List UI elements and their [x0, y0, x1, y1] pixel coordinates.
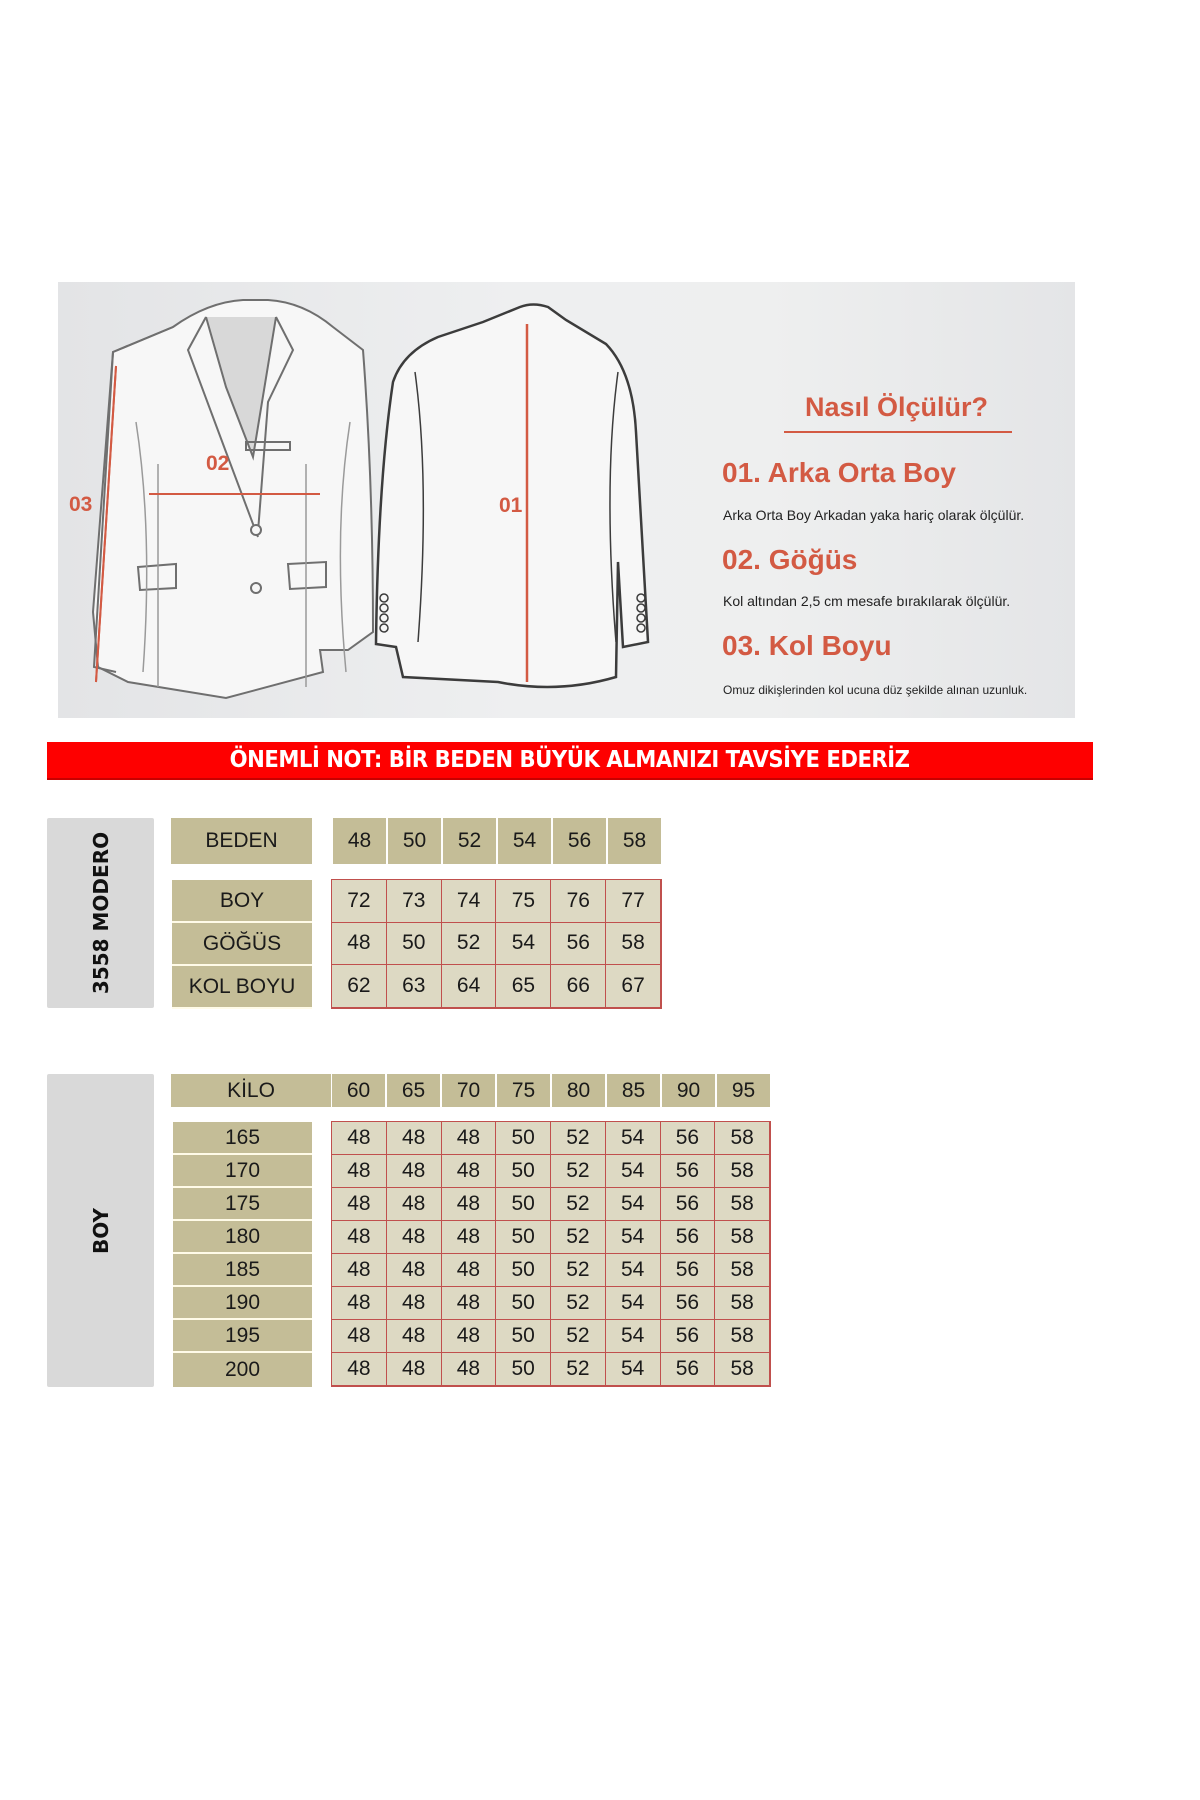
table-cell: 52	[551, 1155, 606, 1188]
table-cell: 52	[551, 1287, 606, 1320]
table-cell: 48	[387, 1188, 442, 1221]
table-cell: 48	[387, 1221, 442, 1254]
table-cell: 58	[715, 1188, 770, 1221]
table-cell: 48	[442, 1320, 497, 1353]
table-cell: 54	[606, 1287, 661, 1320]
table-cell: 48	[387, 1320, 442, 1353]
row-label-kol-boyu: KOL BOYU	[172, 966, 312, 1009]
size-header-cell: 58	[608, 818, 661, 864]
table-cell: 52	[551, 1188, 606, 1221]
front-jacket-illustration	[93, 300, 373, 698]
measurement-guide-panel	[58, 282, 1075, 718]
height-axis-label: BOY	[88, 1207, 113, 1254]
table-cell: 58	[606, 923, 661, 966]
table-cell: 48	[332, 1320, 387, 1353]
weight-header-cell: 85	[607, 1074, 660, 1107]
table-cell: 52	[551, 1221, 606, 1254]
height-row-label: 200	[173, 1353, 312, 1387]
table-cell: 48	[332, 1254, 387, 1287]
table-cell: 54	[606, 1221, 661, 1254]
table-cell: 56	[551, 923, 606, 966]
back-length-label: 01	[499, 494, 523, 517]
weight-header-cell: 80	[552, 1074, 605, 1107]
table-cell: 74	[442, 880, 497, 923]
table-cell: 48	[387, 1353, 442, 1386]
height-row-label: 190	[173, 1287, 312, 1320]
table-cell: 52	[551, 1254, 606, 1287]
table-cell: 50	[496, 1122, 551, 1155]
table-cell: 48	[442, 1353, 497, 1386]
table-cell: 76	[551, 880, 606, 923]
weight-header-cell: 60	[332, 1074, 385, 1107]
step-2-title: 02. Göğüs	[722, 544, 858, 575]
table-cell: 54	[606, 1353, 661, 1386]
table-cell: 48	[387, 1155, 442, 1188]
height-row-label: 175	[173, 1188, 312, 1221]
table-cell: 48	[442, 1155, 497, 1188]
table-cell: 56	[661, 1221, 716, 1254]
table-cell: 64	[442, 965, 497, 1008]
table-cell: 54	[606, 1254, 661, 1287]
table-cell: 50	[496, 1320, 551, 1353]
table-cell: 50	[496, 1188, 551, 1221]
row-label-gogus: GÖĞÜS	[172, 923, 312, 966]
title-underline	[784, 431, 1012, 433]
table-cell: 54	[606, 1188, 661, 1221]
table-cell: 58	[715, 1254, 770, 1287]
important-note-text: ÖNEMLİ NOT: BİR BEDEN BÜYÜK ALMANIZI TAVSİYE EDERİZ	[229, 747, 910, 773]
table-cell: 66	[551, 965, 606, 1008]
table-cell: 50	[496, 1353, 551, 1386]
size-header-cell: 52	[443, 818, 496, 864]
model-side-label	[47, 818, 154, 1008]
table-cell: 52	[442, 923, 497, 966]
table-cell: 75	[496, 880, 551, 923]
table-cell: 48	[332, 1155, 387, 1188]
size-measurements-grid	[331, 879, 662, 1009]
table-cell: 54	[606, 1320, 661, 1353]
table-cell: 52	[551, 1122, 606, 1155]
table-cell: 56	[661, 1287, 716, 1320]
table-cell: 48	[442, 1221, 497, 1254]
weight-header-cell: 75	[497, 1074, 550, 1107]
table-cell: 50	[496, 1287, 551, 1320]
step-2-description: Kol altından 2,5 cm mesafe bırakılarak ölçülür.	[723, 593, 1011, 609]
table-cell: 56	[661, 1155, 716, 1188]
sleeve-label: 03	[69, 493, 93, 516]
table-cell: 50	[496, 1221, 551, 1254]
step-3-title: 03. Kol Boyu	[722, 630, 892, 661]
table-cell: 48	[387, 1287, 442, 1320]
table-cell: 77	[606, 880, 661, 923]
table-cell: 48	[332, 1353, 387, 1386]
table-cell: 54	[606, 1155, 661, 1188]
table-cell: 48	[387, 1254, 442, 1287]
weight-header-cell: 95	[717, 1074, 770, 1107]
table-cell: 48	[442, 1254, 497, 1287]
table-cell: 62	[332, 965, 387, 1008]
table-cell: 58	[715, 1122, 770, 1155]
size-header-cell: 50	[388, 818, 441, 864]
table-cell: 58	[715, 1320, 770, 1353]
table-cell: 48	[332, 1188, 387, 1221]
table-cell: 48	[442, 1287, 497, 1320]
table-cell: 54	[606, 1122, 661, 1155]
important-note-banner	[47, 742, 1093, 780]
table-cell: 54	[496, 923, 551, 966]
table-cell: 56	[661, 1254, 716, 1287]
table-cell: 58	[715, 1221, 770, 1254]
table-cell: 56	[661, 1320, 716, 1353]
beden-header: BEDEN	[171, 818, 312, 864]
step-1-title: 01. Arka Orta Boy	[722, 457, 956, 488]
table-cell: 50	[496, 1155, 551, 1188]
table-cell: 48	[442, 1122, 497, 1155]
step-1-description: Arka Orta Boy Arkadan yaka hariç olarak ölçülür.	[723, 507, 1025, 523]
size-header-cell: 56	[553, 818, 606, 864]
height-row-label: 165	[173, 1122, 312, 1155]
size-header-cell: 54	[498, 818, 551, 864]
weight-header-cell: 65	[387, 1074, 440, 1107]
table-cell: 52	[551, 1353, 606, 1386]
height-side-label	[47, 1074, 154, 1387]
table-cell: 50	[387, 923, 442, 966]
table-cell: 72	[332, 880, 387, 923]
weight-header-cell: 90	[662, 1074, 715, 1107]
table-cell: 67	[606, 965, 661, 1008]
table-cell: 65	[496, 965, 551, 1008]
table-cell: 58	[715, 1353, 770, 1386]
chest-label: 02	[206, 452, 230, 475]
table-cell: 48	[387, 1122, 442, 1155]
table-cell: 48	[332, 923, 387, 966]
how-to-title: Nasıl Ölçülür?	[805, 392, 989, 422]
size-recommendation-grid	[331, 1121, 771, 1387]
height-row-label: 185	[173, 1254, 312, 1287]
weight-header-cell: 70	[442, 1074, 495, 1107]
table-cell: 50	[496, 1254, 551, 1287]
table-cell: 48	[442, 1188, 497, 1221]
table-cell: 63	[387, 965, 442, 1008]
table-cell: 48	[332, 1287, 387, 1320]
table-cell: 56	[661, 1188, 716, 1221]
table-cell: 56	[661, 1353, 716, 1386]
step-3-description: Omuz dikişlerinden kol ucuna düz şekilde alınan uzunluk.	[723, 683, 1028, 697]
jacket-illustrations	[58, 282, 1075, 718]
row-label-boy: BOY	[172, 880, 312, 923]
height-row-label: 195	[173, 1320, 312, 1353]
model-name: 3558 MODERO	[88, 831, 113, 995]
table-cell: 48	[332, 1122, 387, 1155]
height-row-label: 180	[173, 1221, 312, 1254]
table-cell: 52	[551, 1320, 606, 1353]
kilo-header: KİLO	[171, 1074, 331, 1107]
table-cell: 48	[332, 1221, 387, 1254]
table-cell: 58	[715, 1287, 770, 1320]
size-header-cell: 48	[333, 818, 386, 864]
table-cell: 73	[387, 880, 442, 923]
table-cell: 56	[661, 1122, 716, 1155]
height-row-label: 170	[173, 1155, 312, 1188]
table-cell: 58	[715, 1155, 770, 1188]
